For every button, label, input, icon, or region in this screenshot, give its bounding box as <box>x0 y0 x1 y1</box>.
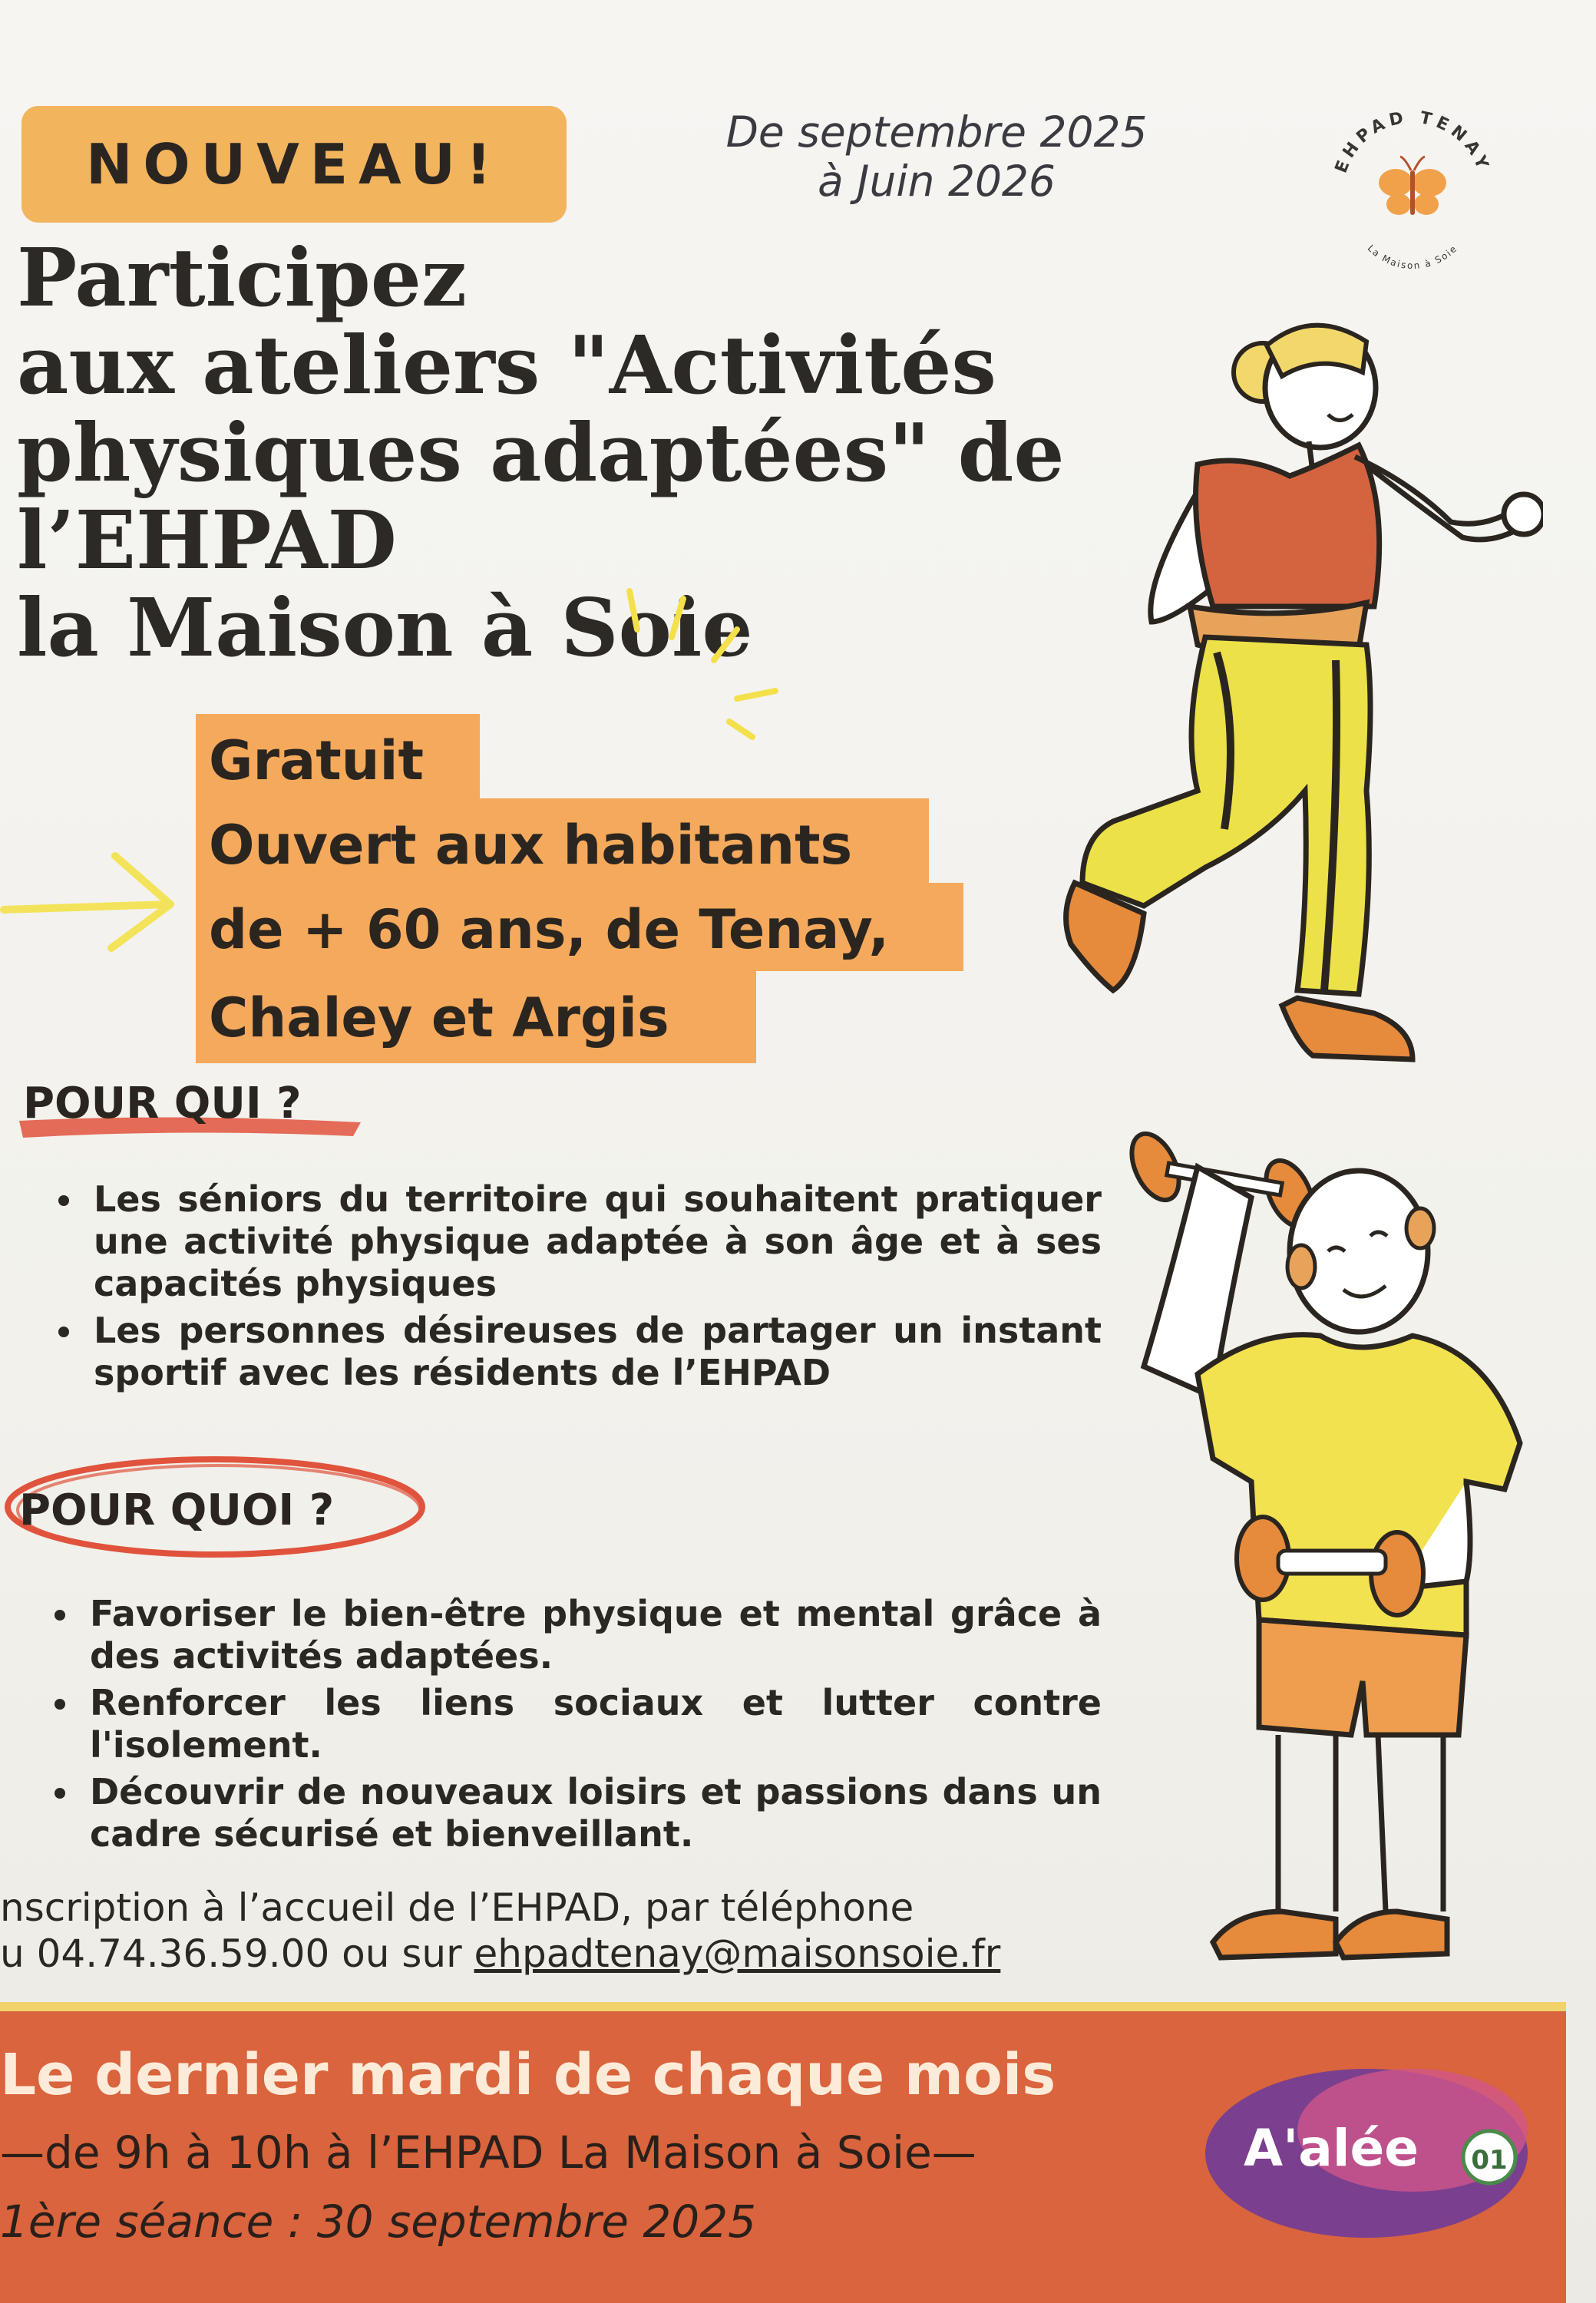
email-link[interactable]: ehpadtenay@maisonsoie.fr <box>474 1931 1001 1976</box>
title-line-3: physiques adaptées" de <box>17 405 1065 500</box>
butterfly-icon <box>1379 157 1446 215</box>
title-line-5: la Maison à Soie <box>17 580 753 675</box>
partner-badge: 01 <box>1471 2145 1508 2176</box>
phone-text: u 04.74.36.59.00 ou sur <box>0 1931 474 1976</box>
pour-quoi-title: POUR QUOI ? <box>19 1485 335 1535</box>
man-dumbbell-illustration <box>1105 1121 1535 1988</box>
main-title <box>17 230 1168 675</box>
registration-info <box>0 1885 1000 1977</box>
sparkle-decoration <box>599 583 798 752</box>
title-line-2: aux ateliers "Activités <box>17 318 996 412</box>
svg-text:EHPAD TENAY <box>1332 108 1494 176</box>
season-dates <box>668 107 1205 206</box>
dates-end: à Juin 2026 <box>818 157 1056 206</box>
registration-line-2 <box>0 1931 1000 1977</box>
new-badge-label: NOUVEAU! <box>86 132 502 197</box>
highlight-free: Gratuit <box>209 729 424 792</box>
svg-text:La Maison à Soie <box>1366 243 1460 271</box>
list-item: Les séniors du territoire qui souhaitent pratiquer une activité physique adaptée à son âge et à ses capacités physiques <box>54 1178 1102 1305</box>
pour-quoi-list <box>50 1593 1102 1860</box>
list-item: Découvrir de nouveaux loisirs et passions dans un cadre sécurisé et bienveillant. <box>50 1771 1102 1855</box>
arrow-right-icon <box>0 814 184 952</box>
highlight-age: de + 60 ans, de Tenay, <box>209 898 890 961</box>
highlight-towns: Chaley et Argis <box>209 986 669 1049</box>
partner-name: A'alée <box>1244 2119 1419 2178</box>
logo-bottom-text: La Maison à Soie <box>1365 243 1460 272</box>
title-line-1: Participez <box>17 230 467 325</box>
pour-qui-title: POUR QUI ? <box>23 1079 302 1128</box>
list-item: Les personnes désireuses de partager un instant sportif avec les résidents de l’EHPAD <box>54 1310 1102 1394</box>
schedule-time-location: —de 9h à 10h à l’EHPAD La Maison à Soie— <box>0 2126 976 2179</box>
schedule-footer <box>0 2002 1566 2303</box>
list-item: Favoriser le bien-être physique et mental grâce à des activités adaptées. <box>50 1593 1102 1677</box>
dates-start: De septembre 2025 <box>725 107 1148 157</box>
first-session-date: 1ère séance : 30 septembre 2025 <box>0 2196 757 2248</box>
ehpad-logo <box>1320 100 1505 284</box>
running-woman-illustration <box>1052 299 1543 1082</box>
schedule-frequency: Le dernier mardi de chaque mois <box>0 2042 1056 2108</box>
pour-qui-list <box>54 1178 1102 1399</box>
highlight-open: Ouvert aux habitants <box>209 814 853 877</box>
logo-top-text: EHPAD TENAY <box>1331 107 1494 177</box>
registration-line-1: nscription à l’accueil de l’EHPAD, par téléphone <box>0 1885 914 1930</box>
title-line-4: l’EHPAD <box>17 493 397 587</box>
new-badge <box>21 106 567 223</box>
list-item: Renforcer les liens sociaux et lutter contre l'isolement. <box>50 1682 1102 1766</box>
